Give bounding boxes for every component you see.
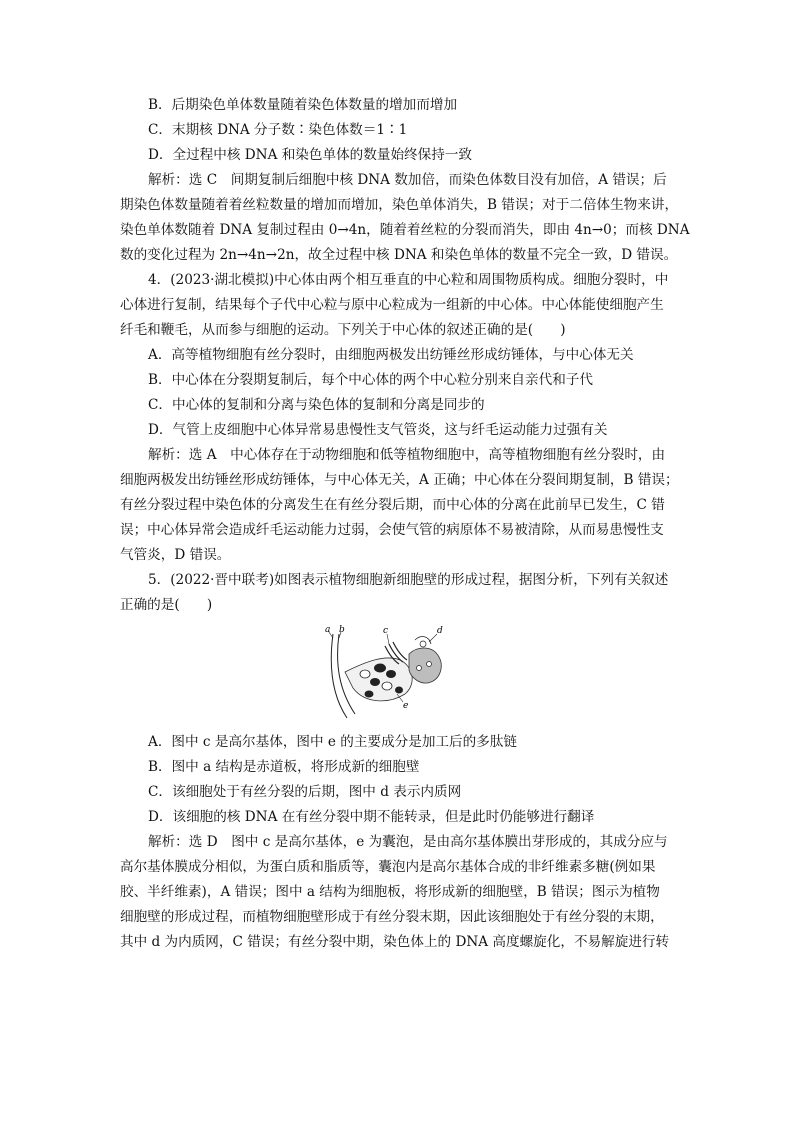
- er-region: [409, 648, 441, 683]
- figure-label-b: b: [339, 625, 345, 635]
- figure-label-c: c: [383, 626, 389, 636]
- vesicle: [382, 682, 392, 690]
- figure-label-d: d: [437, 626, 443, 636]
- cell-plate-diagram: [325, 624, 475, 724]
- q4-stem-line: 纤毛和鞭毛，从而参与细胞的运动。下列关于中心体的叙述正确的是( ): [120, 322, 566, 338]
- q4-analysis-line: 细胞两极发出纺锤丝形成纺锤体，与中心体无关，A 正确；中心体在分裂间期复制，B 错误；: [120, 472, 679, 488]
- q4-stem: [120, 268, 680, 343]
- er-vesicle: [420, 641, 426, 647]
- q3-analysis-line: 数的变化过程为 2n→4n→2n，故全过程中核 DNA 和染色单体的数量不完全一致，D 错误。: [120, 247, 678, 263]
- vesicle: [370, 678, 380, 686]
- q3-analysis-line: 解析：选 C 间期复制后细胞中核 DNA 数加倍，而染色体数目没有加倍，A 错误；后: [148, 172, 667, 188]
- q3-analysis-line: 期染色体数量随着着丝粒数量的增加而增加，染色单体消失，B 错误；对于二倍体生物来讲，: [120, 197, 679, 213]
- q5-analysis-line: 解析：选 D 图中 c 是高尔基体，e 为囊泡，是由高尔基体膜出芽形成的，其成分应与: [148, 834, 668, 850]
- q3-option-b: B．后期染色单体数量随着染色体数量的增加而增加: [148, 97, 458, 113]
- q5-analysis-line: 其中 d 为内质网，C 错误；有丝分裂中期，染色体上的 DNA 高度螺旋化，不易解旋进行转: [120, 934, 670, 950]
- page-content: [120, 93, 690, 955]
- q4-option-b: B．中心体在分裂期复制后，每个中心体的两个中心粒分别来自亲代和子代: [148, 372, 593, 388]
- cell-wall-line-a: [331, 634, 347, 718]
- q5-stem-line: 5．(2022·晋中联考)如图表示植物细胞新细胞壁的形成过程，据图分析，下列有关叙述: [148, 572, 669, 588]
- er-vesicle: [417, 666, 422, 671]
- vesicle: [360, 670, 370, 678]
- figure-label-e: e: [403, 701, 409, 711]
- q5-option-d: D．该细胞的核 DNA 在有丝分裂中期不能转录，但是此时仍能够进行翻译: [148, 809, 595, 825]
- q3-option-d: D．全过程中核 DNA 和染色单体的数量始终保持一致: [148, 147, 473, 163]
- q4-analysis-line: 误；中心体异常会造成纤毛运动能力过弱，会使气管的病原体不易被清除，从而易患慢性支: [120, 522, 664, 538]
- q4-stem-line: 心体进行复制，结果每个子代中心粒与原中心粒成为一组新的中心体。中心体能使细胞产生: [120, 297, 664, 313]
- q3-option-c: C．末期核 DNA 分子数∶染色体数＝1∶1: [148, 122, 408, 138]
- q5-stem: [120, 568, 680, 618]
- vesicle: [395, 687, 403, 694]
- q4-analysis-line: 有丝分裂过程中染色体的分离发生在有丝分裂后期，而中心体的分离在此前早已发生，C 错: [120, 497, 665, 513]
- q3-analysis-line: 染色单体数随着 DNA 复制过程由 0→4n，随着着丝粒的分裂而消失，即由 4n→0；而核 DNA: [120, 222, 690, 238]
- q5-stem-line: 正确的是( ): [120, 597, 213, 613]
- vesicle: [386, 670, 396, 678]
- golgi-stack: [393, 642, 407, 660]
- vesicle: [374, 664, 386, 673]
- q5-analysis-line: 高尔基体膜成分相似，为蛋白质和脂质等，囊泡内是高尔基体合成的非纤维素多糖(例如果: [120, 859, 656, 875]
- q3-analysis: [120, 168, 690, 268]
- q5-analysis: [120, 830, 680, 955]
- q4-analysis-line: 气管炎，D 错误。: [120, 547, 231, 563]
- q4-option-a: A．高等植物细胞有丝分裂时，由细胞两极发出纺锤丝形成纺锤体，与中心体无关: [148, 347, 634, 363]
- q5-option-c: C．该细胞处于有丝分裂的后期，图中 d 表示内质网: [148, 784, 462, 800]
- q4-analysis-line: 解析：选 A 中心体存在于动物细胞和低等植物细胞中，高等植物细胞有丝分裂时，由: [148, 447, 666, 463]
- q4-stem-line: 4．(2023·湖北模拟)中心体由两个相互垂直的中心粒和周围物质构成。细胞分裂时，中: [148, 272, 669, 288]
- q4-analysis: [120, 443, 680, 568]
- er-vesicle: [427, 662, 432, 667]
- q5-option-b: B．图中 a 结构是赤道板，将形成新的细胞壁: [148, 759, 420, 775]
- label-d-leader: [429, 634, 437, 642]
- q5-analysis-line: 细胞壁的形成过程，而植物细胞壁形成于有丝分裂末期，因此该细胞处于有丝分裂的末期，: [120, 909, 664, 925]
- vesicle: [365, 691, 374, 698]
- figure-label-a: a: [325, 625, 331, 635]
- q4-option-c: C．中心体的复制和分离与染色体的复制和分离是同步的: [148, 397, 485, 413]
- cell-plate-figure: [120, 624, 680, 724]
- q5-analysis-line: 胶、半纤维素)，A 错误；图中 a 结构为细胞板，将形成新的细胞壁，B 错误；图示为植物: [120, 884, 660, 900]
- q4-option-d: D．气管上皮细胞中心体异常易患慢性支气管炎，这与纤毛运动能力过强有关: [148, 422, 608, 438]
- q5-option-a: A．图中 c 是高尔基体，图中 e 的主要成分是加工后的多肽链: [148, 734, 518, 750]
